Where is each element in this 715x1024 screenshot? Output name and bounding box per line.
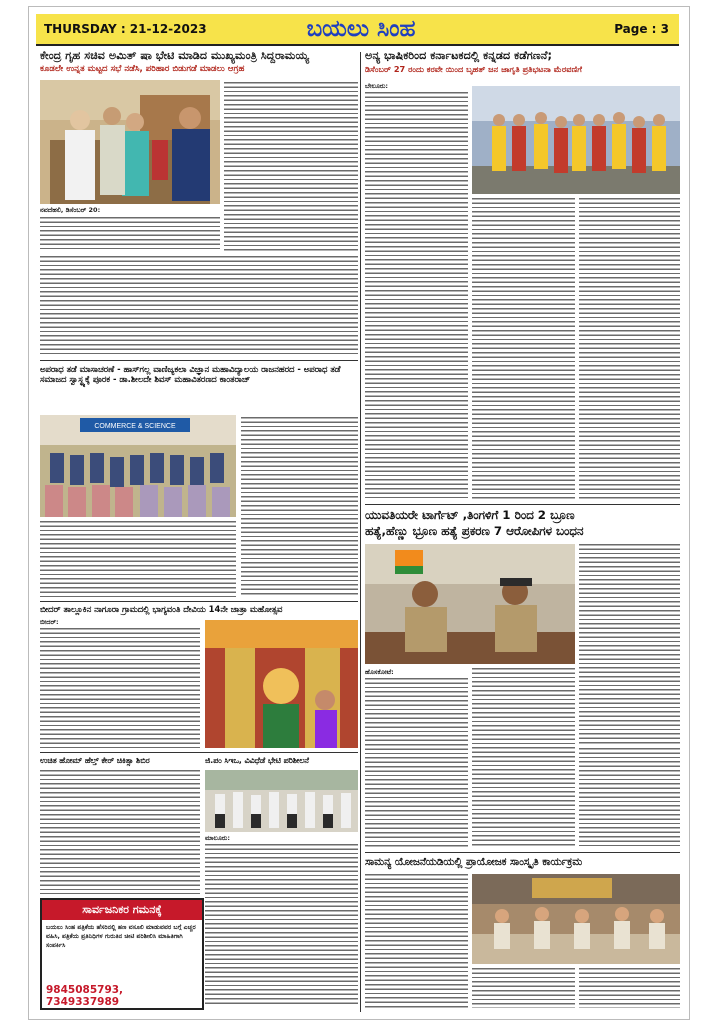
paper-name: ಬಯಲು ಸಿಂಹ	[306, 15, 416, 42]
story2-text-col1	[365, 92, 468, 500]
story7-headline: ಜಿ.ಪಂ ಸಿಇಒ, ವಿವಿಧೆಡೆ ಭೇಟಿ ಪರಿಶೀಲನೆ	[205, 756, 309, 765]
divider	[40, 601, 358, 602]
notice-body: ಬಯಲು ಸಿಂಹ ಪತ್ರಿಕೆಯ ಹೆಸರಿನಲ್ಲಿ ಹಣ ವಸೂಲಿ ಮಾಡುವವರ ಬಗ್ಗೆ ಎಚ್ಚರ ವಹಿಸಿ, ಪತ್ರಿಕೆಯ ಪ್ರತಿನಿಧಿಗಳ ಗುರುತಿನ ಚೀಟಿ ಪರಿಶೀಲಿಸಿ ಮಾಹಿತಿಗಾಗಿ ಸಂಪರ್ಕಿಸಿ	[46, 924, 196, 949]
story4-text-col1	[365, 678, 468, 848]
divider	[40, 752, 358, 753]
story4-headline: ಯುವತಿಯರೇ ಟಾರ್ಗೆಟ್ ,ತಿಂಗಳಿಗೆ 1 ರಿಂದ 2 ಬ್ರೂಣ	[365, 508, 575, 522]
story6-text	[40, 770, 200, 894]
story1-text-col2	[224, 82, 358, 252]
story8-text-col3	[579, 968, 680, 1008]
story7-dateline: ಮಾಲೂರು:	[205, 834, 230, 842]
notice-phones: 9845085793, 7349337989	[46, 984, 124, 1008]
divider	[365, 852, 680, 853]
story3-text-col1	[40, 521, 236, 597]
story4-dateline: ಹೊಸಕೋಟೆ:	[365, 668, 394, 676]
story7-photo	[205, 770, 358, 832]
story8-headline: ಸಾಮನ್ಯ ಯೋಜನೆಯಡಿಯಲ್ಲಿ ಪ್ರಾಯೋಜಕ ಸಾಂಸ್ಕೃತಿ ಕಾರ್ಯಕ್ರಮ	[365, 856, 583, 868]
story4-text-col2	[472, 668, 575, 848]
story5-photo	[205, 620, 358, 748]
story5-text	[40, 628, 200, 748]
story2-text-col2	[472, 198, 575, 500]
story2-headline: ಅನ್ಯ ಭಾಷಿಕರಿಂದ ಕರ್ನಾಟಕದಲ್ಲಿ ಕನ್ನಡದ ಕಡೆಗಣನೆ;	[365, 49, 552, 62]
story2-text-col3	[579, 198, 680, 500]
notice-title: ಸಾರ್ವಜನಿಕರ ಗಮನಕ್ಕೆ	[42, 900, 202, 920]
notice-box	[40, 898, 204, 1010]
page-number: Page : 3	[614, 22, 669, 36]
story4-text-col3b	[579, 748, 680, 848]
story2-subhead: ಡಿಸೆಂಬರ್ 27 ರಂದು ಕರವೇ ಯಿಂದ ಬೃಹತ್ ಜನ ಜಾಗೃತಿ ಪ್ರತಿಭಟನಾ ಮೆರವಣಿಗೆ	[365, 64, 583, 74]
story1-headline: ಕೇಂದ್ರ ಗೃಹ ಸಚಿವ ಅಮಿತ್ ಷಾ ಭೇಟಿ ಮಾಡಿದ ಮುಖ್ಯಮಂತ್ರಿ ಸಿದ್ದರಾಮಯ್ಯ	[40, 49, 310, 62]
story4-headline2: ಹತ್ಯೆ,ಹೆಣ್ಣು ಭ್ರೂಣ ಹತ್ಯೆ ಪ್ರಕರಣ 7 ಆರೋಪಿಗಳ ಬಂಧನ	[365, 524, 584, 538]
story5-headline: ಬೀದರ್ ತಾಲ್ಲೂಕಿನ ನಾಗೂರಾ ಗ್ರಾಮದಲ್ಲಿ ಭಾಗ್ಯವಂತಿ ದೇವಿಯ 14ನೇ ಜಾತ್ರಾ ಮಹೋತ್ಸವ	[40, 604, 283, 614]
story8-photo	[472, 874, 680, 964]
story7-text	[205, 844, 358, 1004]
story2-dateline: ಬೇಲೂರು:	[365, 82, 389, 90]
story6-headline: ಉಚಿತ ಹೋಮ್ ಹೆಲ್ತ್ ಕೇರ್ ಚಿಕಿತ್ಸಾ ಶಿಬಿರ	[40, 756, 150, 765]
column-rule	[360, 52, 361, 1012]
masthead	[36, 14, 679, 46]
story3-headline: ಅಪರಾಧ ತಡೆ ಮಾಸಾಚರಣೆ - ಹಾಸ್‌ಗಲ್ಲ ವಾಣಿಜ್ಯಕಲಾ ವಿಜ್ಞಾನ ಮಹಾವಿದ್ಯಾಲಯ ರಾಜನಹರದ - ಅಪರಾಧ ತಡೆ ಸಮಾಜದ ಸ್ವಾಸ್ಥ್ಯಕ್ಕೆ ಪೂರಕ - ಡಾ.ಶೀಲದೇ ಶಿವಸ್ ಮಹಾವಿತರಣದ ಕಾಂತರಾಜ್	[40, 364, 341, 385]
story1-text-bottom	[40, 256, 358, 356]
story4-photo	[365, 544, 575, 664]
divider	[40, 360, 358, 361]
story1-dateline	[40, 206, 220, 252]
story2-photo	[472, 86, 680, 194]
issue-date: THURSDAY : 21-12-2023	[44, 22, 207, 36]
divider	[365, 504, 680, 505]
story1-dateline-text: ನವದೆಹಲಿ, ಡಿಸೆಂಬರ್ 20:	[40, 206, 101, 214]
story1-subhead: ಕೂಡಲೇ ಉನ್ನತ ಮಟ್ಟದ ಸಭೆ ನಡೆಸಿ, ಪರಿಹಾರ ಬಿಡುಗಡೆ ಮಾಡಲು ಆಗ್ರಹ	[40, 64, 245, 74]
story3-banner-text: COMMERCE & SCIENCE	[94, 423, 176, 430]
story1-text-block	[40, 217, 220, 252]
story8-text-col2	[472, 968, 575, 1008]
story3-photo	[40, 415, 236, 517]
story4-text-col3	[579, 544, 680, 744]
story1-photo	[40, 80, 220, 204]
story8-text-col1	[365, 874, 468, 1008]
story3-text-col2	[241, 417, 358, 597]
story5-dateline: ಬೀದರ್:	[40, 618, 59, 626]
